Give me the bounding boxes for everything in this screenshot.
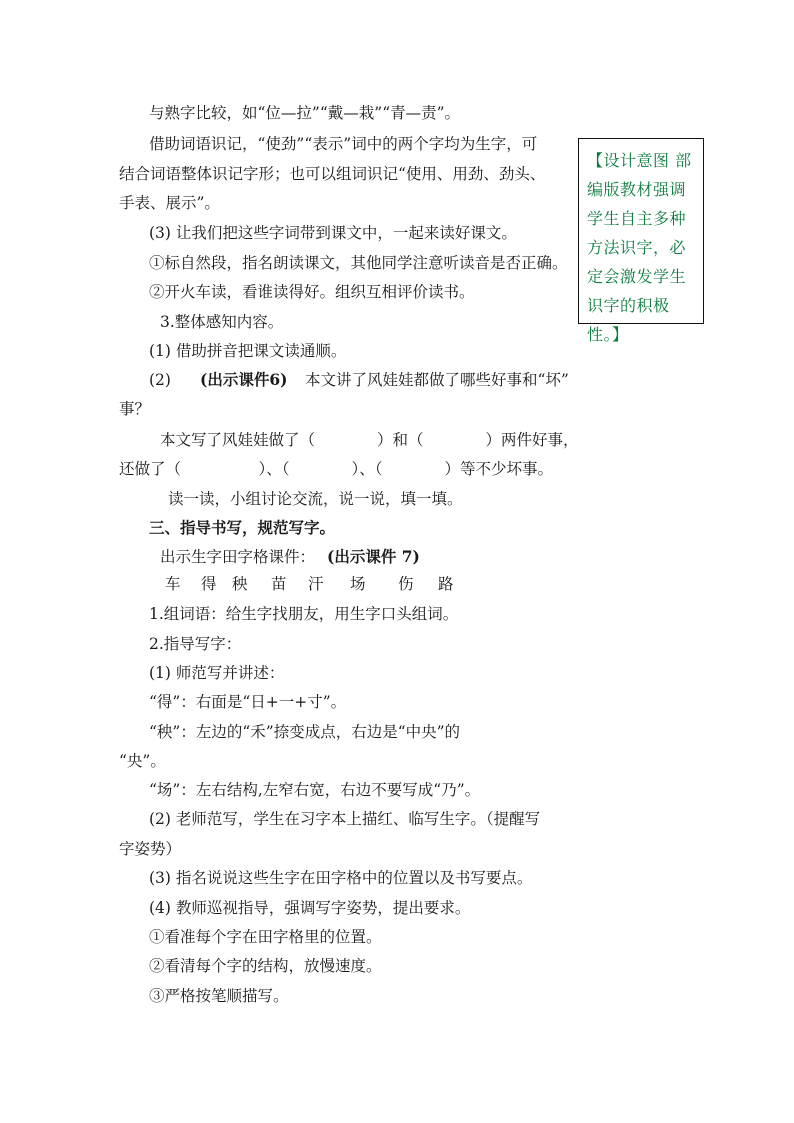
text-line: 字姿势） (119, 840, 182, 858)
text-line: “秧”：左边的“禾”捺变成点，右边是“中央”的 (149, 723, 461, 741)
text-line: 2.指导写字： (149, 635, 242, 653)
new-character: 苗 (271, 575, 287, 593)
new-character: 伤 (398, 575, 414, 593)
text-line: 事？ (119, 400, 151, 418)
fill-in-line: 还做了（ ）、（ ）、（ ）等不少坏事。 (119, 460, 554, 478)
fill-in-line: 本文写了风娃娃做了（ ）和（ ）两件好事， (160, 431, 579, 449)
text-line: ①看准每个字在田字格里的位置。 (149, 928, 382, 946)
text-line: “场”：左右结构,左窄右宽，右边不要写成“乃”。 (149, 781, 481, 799)
text-line: ②看清每个字的结构，放慢速度。 (149, 957, 382, 975)
text-line: (3) 指名说说这些生字在田字格中的位置以及书写要点。 (149, 869, 533, 887)
new-character: 场 (350, 575, 366, 593)
text-line: ①标自然段，指名朗读课文，其他同学注意听读音是否正确。 (149, 254, 568, 272)
new-character: 车 (165, 575, 181, 593)
new-character: 汗 (308, 575, 324, 593)
text-line: ③严格按笔顺描写。 (149, 987, 289, 1005)
text-line: 借助词语识记，“使劲”“表示”词中的两个字均为生字，可 (149, 135, 538, 153)
text-line: “得”：右面是“日+一+寸”。 (149, 693, 347, 711)
section-heading: 三、指导书写，规范写字。 (149, 518, 336, 537)
text-line: 读一读，小组讨论交流，说一说，填一填。 (168, 490, 463, 508)
section-heading: 3.整体感知内容。 (160, 313, 284, 331)
text-line: (4) 教师巡视指导，强调写字姿势，提出要求。 (149, 899, 471, 917)
courseware-ref: (出示课件 7) (327, 547, 420, 566)
list-number: (2) (149, 371, 171, 389)
text-line: (2) 老师范写，学生在习字本上描红、临写生字。（提醒写 (149, 810, 541, 828)
text-line: 与熟字比较，如“位—拉”“戴—栽”“青—责”。 (149, 104, 461, 122)
new-character: 秧 (232, 575, 248, 593)
design-intent-note: 【设计意图 部编版教材强调学生自主多种方法识字，必定会激发学生识字的积极性。】 (578, 138, 704, 324)
text-line: 本文讲了风娃娃都做了哪些好事和“坏” (305, 371, 569, 389)
text-line: “央”。 (119, 752, 166, 770)
text-line: 手表、展示”。 (119, 194, 220, 212)
courseware-ref: (出示课件6) (200, 370, 288, 389)
text-line: (1) 师范写并讲述： (149, 664, 285, 682)
new-character: 得 (201, 575, 217, 593)
text-line: 结合词语整体识记字形；也可以组词识记“使用、用劲、劲头、 (119, 165, 546, 183)
text-line: (3) 让我们把这些字词带到课文中，一起来读好课文。 (149, 224, 517, 242)
text-line: ②开火车读，看谁读得好。组织互相评价读书。 (149, 283, 475, 301)
text-line: (1) 借助拼音把课文读通顺。 (149, 342, 347, 360)
new-character: 路 (438, 575, 454, 593)
text-line: 出示生字田字格课件： (160, 548, 316, 566)
text-line: 1.组词语：给生字找朋友，用生字口头组词。 (149, 605, 459, 623)
